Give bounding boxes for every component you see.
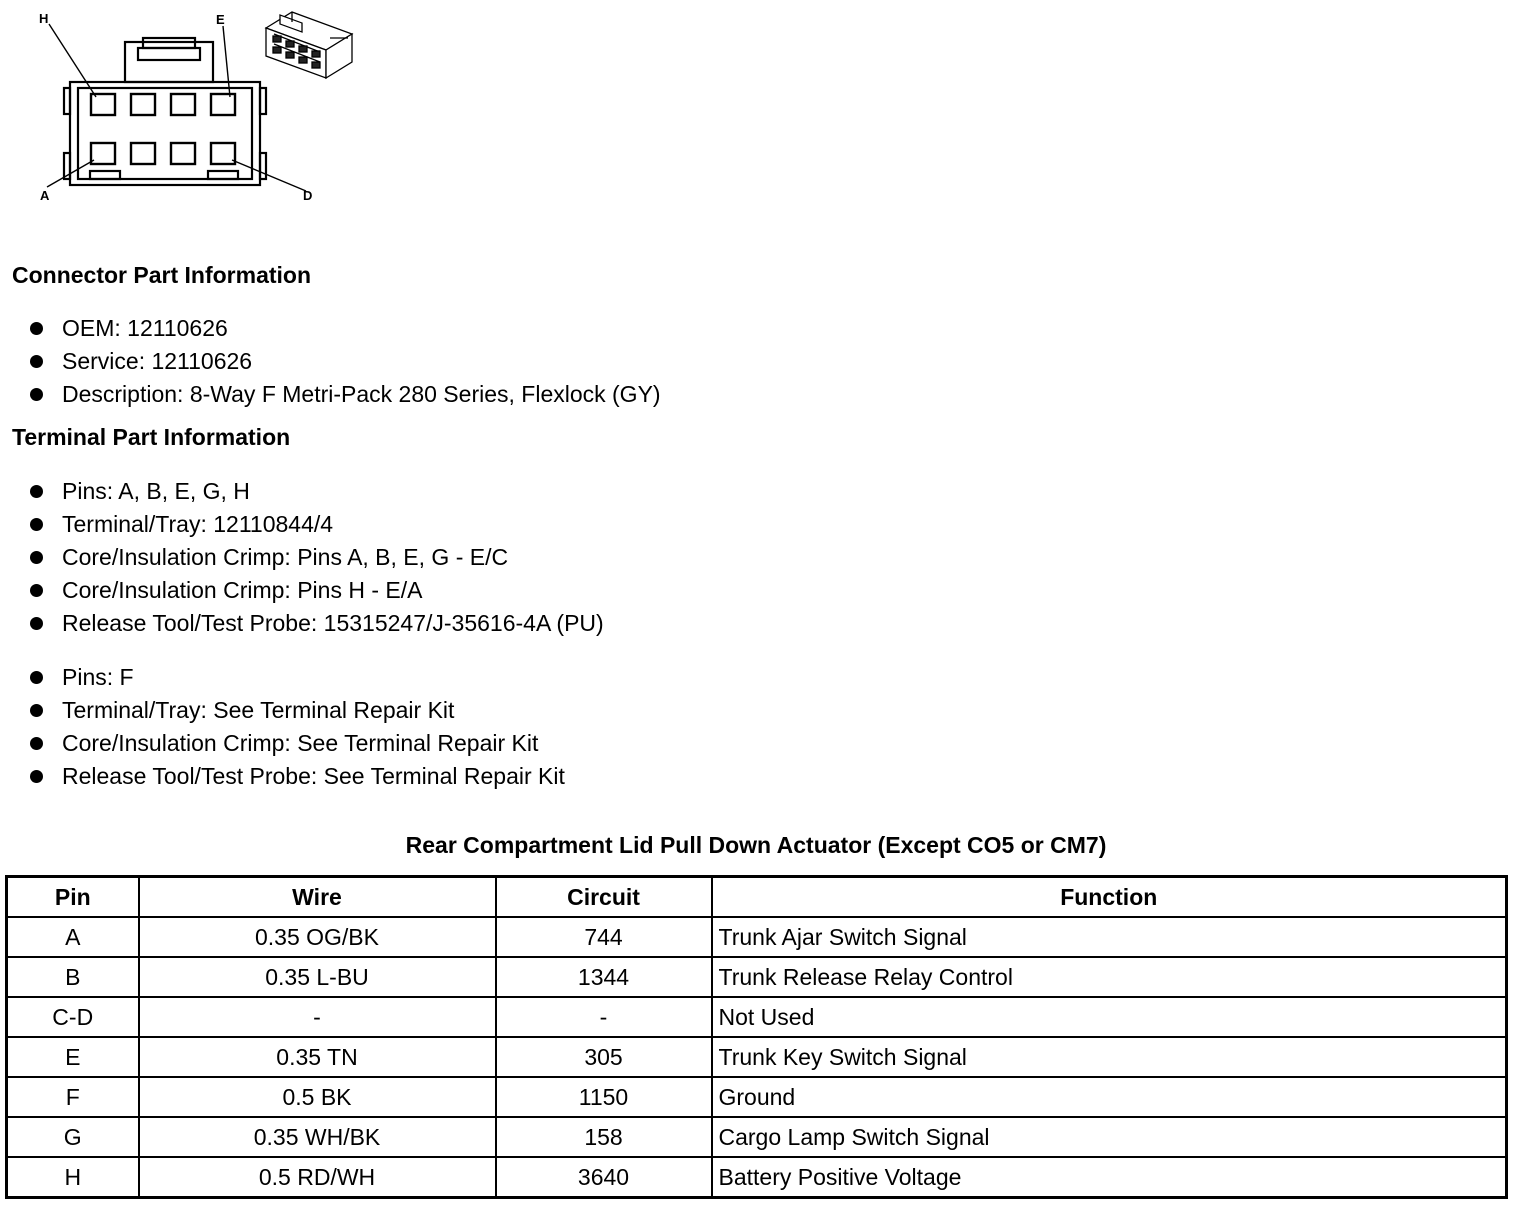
function-cell: Not Used	[712, 997, 1507, 1037]
wire-cell: -	[139, 997, 496, 1037]
connector-thumbnail	[266, 12, 352, 78]
connector-part-list	[28, 312, 661, 411]
function-cell: Trunk Ajar Switch Signal	[712, 917, 1507, 957]
circuit-cell: -	[496, 997, 712, 1037]
list-item: Core/Insulation Crimp: See Terminal Repair Kit	[28, 727, 565, 760]
connector-part-heading: Connector Part Information	[12, 262, 312, 288]
list-item: Description: 8-Way F Metri-Pack 280 Series, Flexlock (GY)	[28, 378, 661, 411]
wire-cell: 0.5 BK	[139, 1077, 496, 1117]
terminal-part-heading: Terminal Part Information	[12, 424, 291, 450]
pin-label-h: H	[39, 11, 49, 26]
circuit-cell: 744	[496, 917, 712, 957]
wire-cell: 0.35 L-BU	[139, 957, 496, 997]
table-header-row	[7, 877, 1507, 918]
wire-cell: 0.35 OG/BK	[139, 917, 496, 957]
list-item: Service: 12110626	[28, 345, 661, 378]
pin-label-a: A	[40, 188, 50, 203]
table-row	[7, 997, 1507, 1037]
header-wire: Wire	[139, 877, 496, 918]
function-cell: Ground	[712, 1077, 1507, 1117]
table-body	[7, 917, 1507, 1198]
table-row	[7, 957, 1507, 997]
list-item: Terminal/Tray: 12110844/4	[28, 508, 604, 541]
header-circuit: Circuit	[496, 877, 712, 918]
list-item: Core/Insulation Crimp: Pins H - E/A	[28, 574, 604, 607]
connector-diagram	[30, 8, 370, 208]
list-item: Terminal/Tray: See Terminal Repair Kit	[28, 694, 565, 727]
pin-cell: E	[7, 1037, 139, 1077]
table-row	[7, 1037, 1507, 1077]
table-row	[7, 917, 1507, 957]
pin-cell: C-D	[7, 997, 139, 1037]
table-row	[7, 1117, 1507, 1157]
pin-cell: G	[7, 1117, 139, 1157]
list-item: OEM: 12110626	[28, 312, 661, 345]
list-item: Pins: F	[28, 661, 565, 694]
pin-cell: B	[7, 957, 139, 997]
terminal-part-list-1	[28, 475, 604, 640]
pin-label-e: E	[216, 12, 225, 27]
table-title: Rear Compartment Lid Pull Down Actuator (Except CO5 or CM7)	[405, 832, 1107, 858]
function-cell: Battery Positive Voltage	[712, 1157, 1507, 1198]
circuit-cell: 158	[496, 1117, 712, 1157]
table-row	[7, 1157, 1507, 1198]
pin-cell: F	[7, 1077, 139, 1117]
function-cell: Trunk Key Switch Signal	[712, 1037, 1507, 1077]
pin-table	[5, 875, 1508, 1199]
circuit-cell: 1150	[496, 1077, 712, 1117]
circuit-cell: 305	[496, 1037, 712, 1077]
function-cell: Cargo Lamp Switch Signal	[712, 1117, 1507, 1157]
table-row	[7, 1077, 1507, 1117]
terminal-part-list-2	[28, 661, 565, 793]
wire-cell: 0.35 TN	[139, 1037, 496, 1077]
wire-cell: 0.5 RD/WH	[139, 1157, 496, 1198]
list-item: Core/Insulation Crimp: Pins A, B, E, G - E/C	[28, 541, 604, 574]
circuit-cell: 3640	[496, 1157, 712, 1198]
list-item: Release Tool/Test Probe: 15315247/J-35616-4A (PU)	[28, 607, 604, 640]
pin-cell: H	[7, 1157, 139, 1198]
circuit-cell: 1344	[496, 957, 712, 997]
pin-cell: A	[7, 917, 139, 957]
function-cell: Trunk Release Relay Control	[712, 957, 1507, 997]
pin-label-d: D	[303, 188, 313, 203]
header-pin: Pin	[7, 877, 139, 918]
wire-cell: 0.35 WH/BK	[139, 1117, 496, 1157]
header-function: Function	[712, 877, 1507, 918]
list-item: Release Tool/Test Probe: See Terminal Repair Kit	[28, 760, 565, 793]
list-item: Pins: A, B, E, G, H	[28, 475, 604, 508]
